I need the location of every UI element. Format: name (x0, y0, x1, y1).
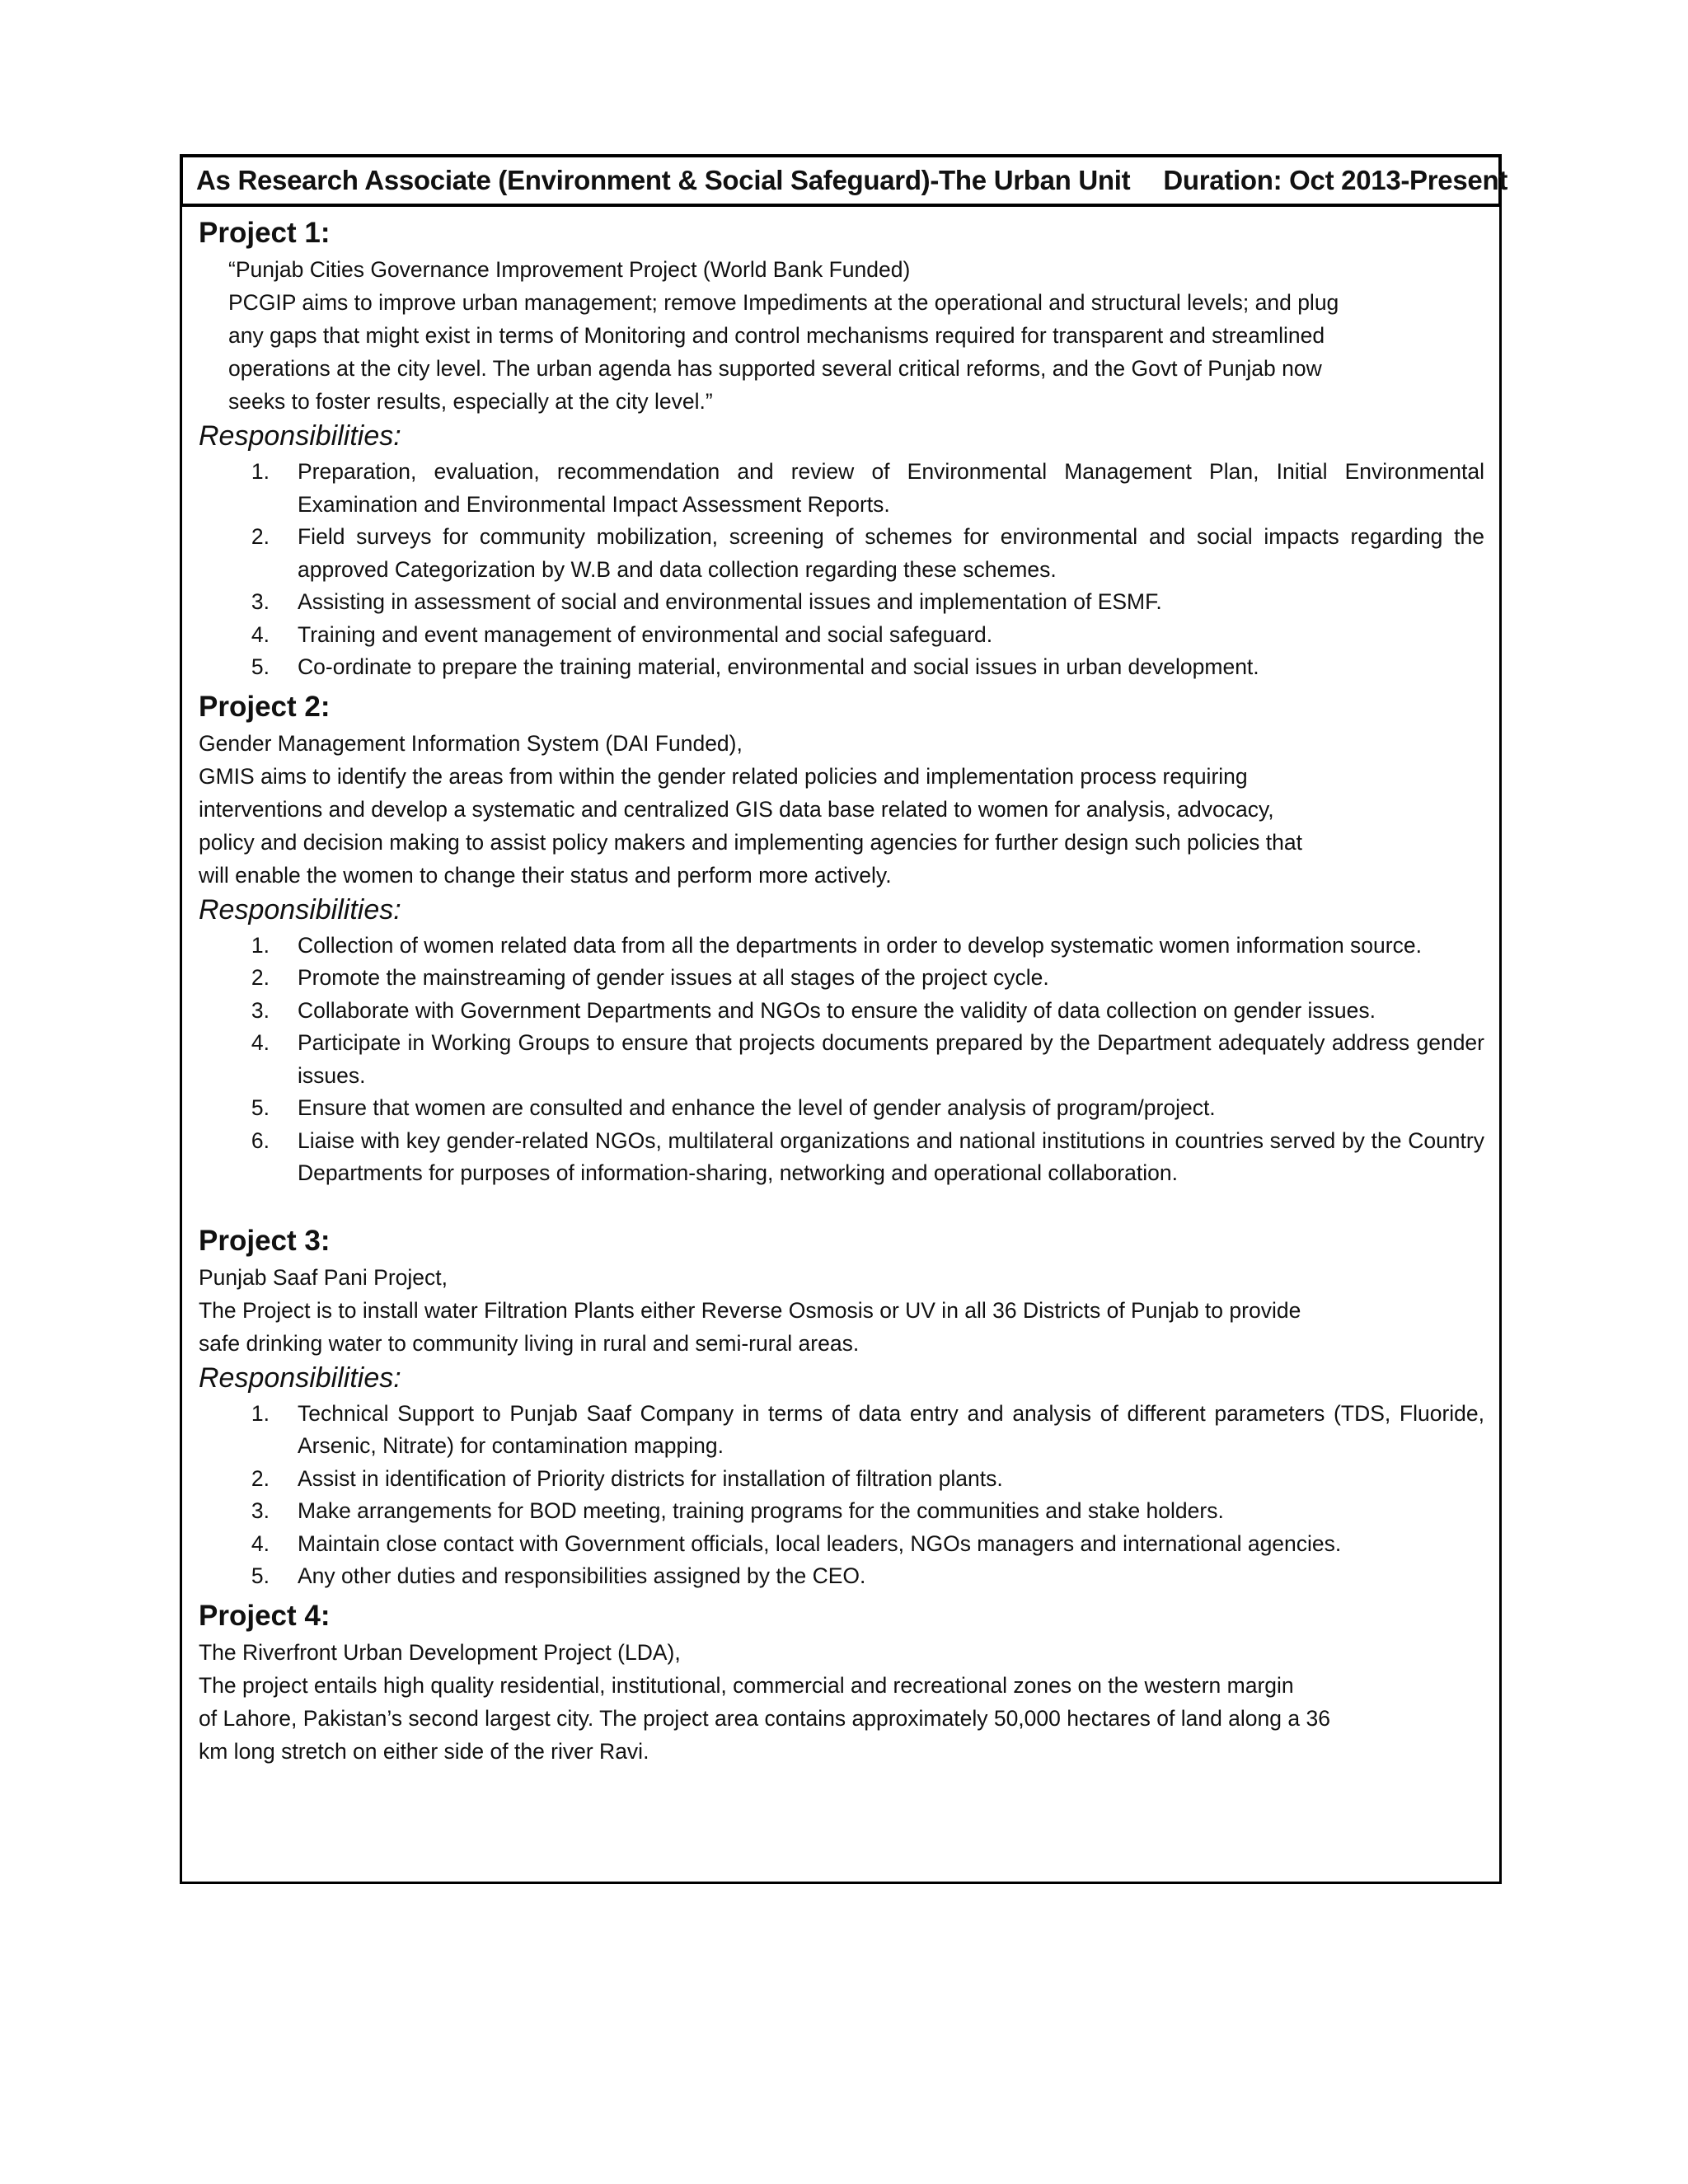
project-desc-line: The Riverfront Urban Development Project (LDA), (199, 1639, 681, 1665)
responsibilities-list (199, 930, 1484, 1190)
project-heading: Project 4: (199, 1599, 331, 1632)
list-item: 2. Assist in identification of Priority districts for installation of filtration plants. (251, 1465, 1003, 1491)
projects-section (180, 207, 1502, 1884)
responsibilities-heading: Responsibilities: (199, 420, 401, 452)
project-desc-line: PCGIP aims to improve urban management; remove Impediments at the operational and structural levels; and plug (228, 290, 1339, 315)
project-2 (199, 687, 1484, 1190)
responsibilities-list (199, 1398, 1484, 1593)
project-desc-line: interventions and develop a systematic and centralized GIS data base related to women for analysis, advocacy, (199, 796, 1274, 822)
job-duration: Duration: Oct 2013-Present (1163, 165, 1508, 195)
project-desc-line: policy and decision making to assist policy makers and implementing agencies for further design such policies that (199, 829, 1302, 855)
project-desc-line: The project entails high quality residential, institutional, commercial and recreational zones on the western margin (199, 1672, 1294, 1698)
project-desc-line: GMIS aims to identify the areas from within the gender related policies and implementation process requiring (199, 763, 1248, 789)
project-desc-line: “Punjab Cities Governance Improvement Project (World Bank Funded) (228, 257, 911, 282)
spacer (199, 1193, 1484, 1221)
list-item: 3. Collaborate with Government Departments and NGOs to ensure the validity of data collection on gender issues. (251, 997, 1376, 1023)
project-desc-line: km long stretch on either side of the river Ravi. (199, 1738, 649, 1764)
list-item: 1. Preparation, evaluation, recommendation and review of Environmental Management Plan, Initial Environmental Examination and Environmental Impact Assessment Reports. (251, 459, 1484, 517)
project-4 (199, 1596, 1484, 1768)
responsibilities-heading: Responsibilities: (199, 893, 401, 926)
project-1 (199, 213, 1484, 684)
responsibilities-list (199, 456, 1484, 684)
job-title: As Research Associate (Environment & Social Safeguard)-The Urban Unit (196, 165, 1131, 195)
project-desc-line: operations at the city level. The urban agenda has supported several critical reforms, and the Govt of Punjab now (228, 356, 1322, 381)
list-item: 2. Promote the mainstreaming of gender issues at all stages of the project cycle. (251, 965, 1049, 990)
list-item: 5. Any other duties and responsibilities assigned by the CEO. (251, 1563, 866, 1588)
list-item: 4. Training and event management of environmental and social safeguard. (251, 621, 993, 647)
project-desc-line: Punjab Saaf Pani Project, (199, 1264, 448, 1290)
list-item: 3. Assisting in assessment of social and environmental issues and implementation of ESMF. (251, 589, 1162, 614)
project-heading: Project 3: (199, 1224, 331, 1257)
list-item: 2. Field surveys for community mobilization, screening of schemes for environmental and social impacts regarding the approved Categorization by W.B and data collection regarding these schemes. (251, 524, 1484, 582)
project-desc-line: will enable the women to change their status and perform more actively. (199, 862, 892, 888)
project-heading: Project 1: (199, 217, 331, 249)
project-desc-line: Gender Management Information System (DAI Funded), (199, 730, 743, 756)
project-desc-line: seeks to foster results, especially at the city level.” (228, 389, 713, 414)
document-sheet (180, 154, 1508, 1884)
responsibilities-heading: Responsibilities: (199, 1361, 401, 1394)
list-item: 4. Maintain close contact with Government officials, local leaders, NGOs managers and international agencies. (251, 1530, 1342, 1556)
list-item: 6. Liaise with key gender-related NGOs, multilateral organizations and national institutions in countries served by the Country Departments for purposes of information-sharing, networking and operational collaboration. (251, 1127, 1484, 1185)
project-desc-line: safe drinking water to community living in rural and semi-rural areas. (199, 1330, 860, 1356)
project-desc-line: of Lahore, Pakistan’s second largest city. The project area contains approximately 50,000 hectares of land along a 36 (199, 1705, 1330, 1731)
list-item: 3. Make arrangements for BOD meeting, training programs for the communities and stake holders. (251, 1498, 1224, 1523)
list-item: 5. Co-ordinate to prepare the training material, environmental and social issues in urban development. (251, 654, 1259, 679)
list-item: 4. Participate in Working Groups to ensure that projects documents prepared by the Department adequately address gender issues. (251, 1030, 1484, 1088)
list-item: 1. Technical Support to Punjab Saaf Company in terms of data entry and analysis of different parameters (TDS, Fluoride, Arsenic, Nitrate) for contamination mapping. (251, 1400, 1484, 1458)
project-3 (199, 1221, 1484, 1593)
project-desc-line: any gaps that might exist in terms of Monitoring and control mechanisms required for transparent and streamlined (228, 323, 1325, 348)
list-item: 1. Collection of women related data from all the departments in order to develop systematic women information source. (251, 932, 1422, 958)
list-item: 5. Ensure that women are consulted and enhance the level of gender analysis of program/project. (251, 1095, 1216, 1120)
job-header (180, 154, 1508, 207)
project-heading: Project 2: (199, 690, 331, 723)
project-desc-line: The Project is to install water Filtration Plants either Reverse Osmosis or UV in all 36 Districts of Punjab to provide (199, 1297, 1301, 1323)
